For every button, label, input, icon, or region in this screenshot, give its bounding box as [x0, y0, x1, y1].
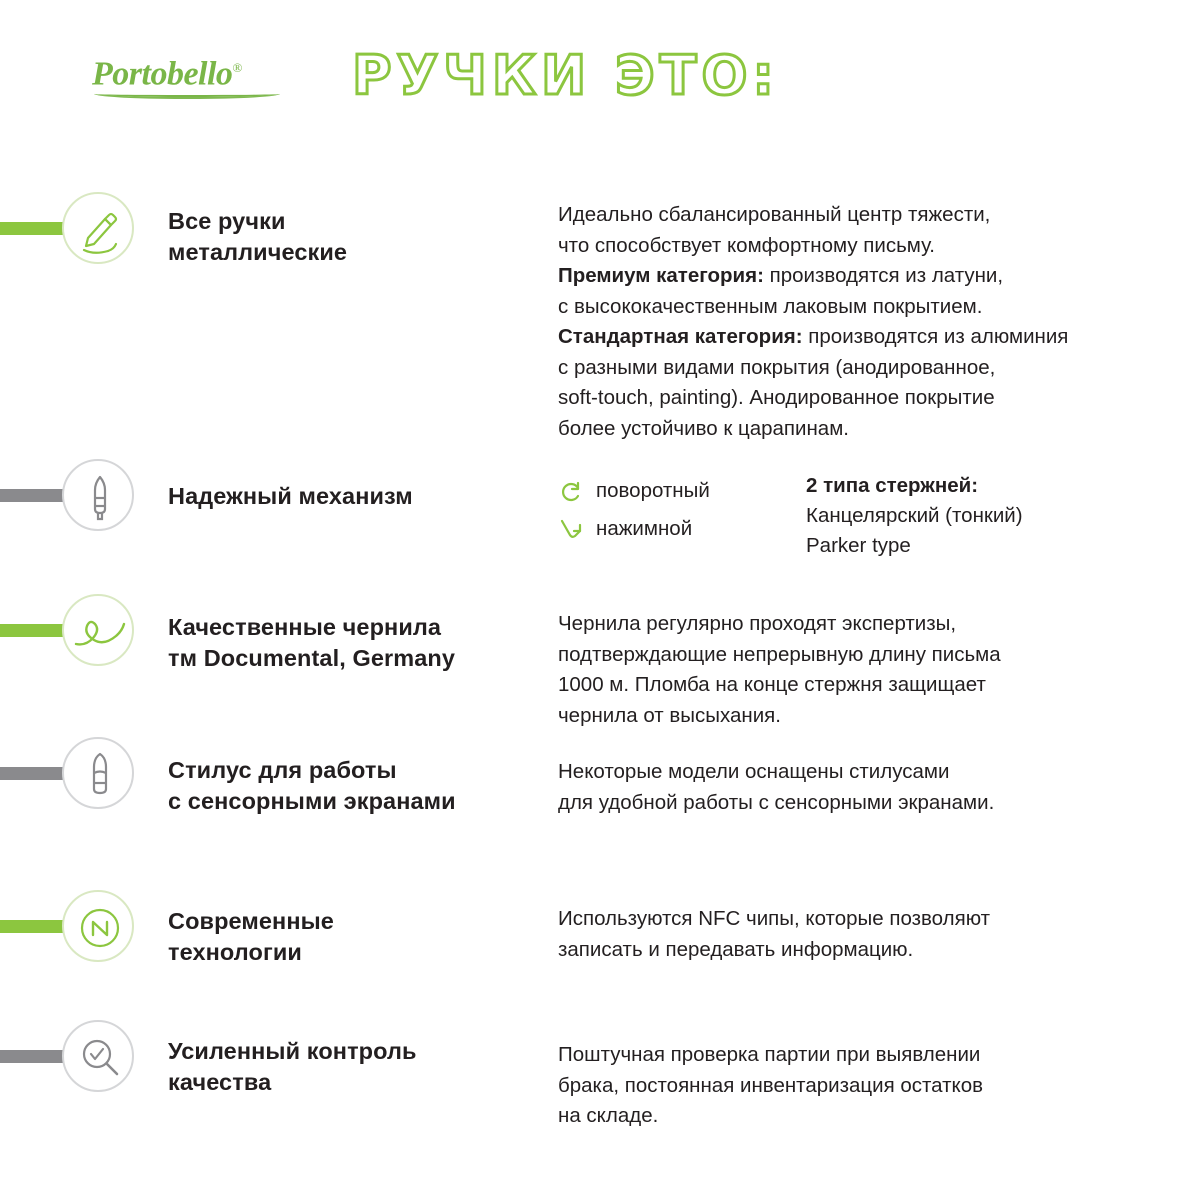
badge-ink-scribble	[62, 594, 134, 666]
badge-stylus	[62, 737, 134, 809]
pen-writing-icon	[64, 194, 136, 266]
logo-text: Portobello	[92, 55, 233, 93]
refill-types	[806, 471, 1023, 561]
section-title: Все ручки металлические	[168, 208, 348, 265]
press-arrow-icon	[558, 517, 584, 543]
ink-scribble-icon	[64, 596, 136, 668]
registered-mark: ®	[232, 60, 242, 75]
badge-magnifier-check	[62, 1020, 134, 1092]
section-body: Поштучная проверка партии при выявлении брака, постоянная инвентаризация остатков на складе.	[558, 1043, 984, 1127]
mechanism-option-label: нажимной	[596, 517, 693, 540]
section-body: Идеально сбалансированный центр тяжести, что способствует комфортному письму. Премиум категория: производятся из латуни, с высококачественным лаковым покрытием. Стандартная категория: производятся из алюминия с разными видами покрытия (анодированное, soft-touch, painting). Анодированное покрытие более устойчиво к царапинам.	[558, 203, 1069, 440]
section-title: Качественные чернила тм Documental, Germany	[168, 614, 456, 671]
rotate-icon	[558, 479, 584, 505]
page-title: РУЧКИ ЭТО:	[352, 44, 779, 107]
nfc-icon	[64, 892, 136, 964]
stylus-icon	[64, 739, 136, 811]
refill-item: Канцелярский (тонкий)	[806, 504, 1023, 527]
section-body: Чернила регулярно проходят экспертизы, подтверждающие непрерывную длину письма 1000 м. Пломба на конце стержня защищает чернила от высыхания.	[558, 612, 1001, 727]
section-body: Некоторые модели оснащены стилусами для удобной работы с сенсорными экранами.	[558, 760, 995, 814]
section-title: Современные технологии	[168, 908, 334, 965]
logo-swash	[94, 91, 280, 97]
pen-tip-icon	[64, 461, 136, 533]
magnifier-check-icon	[64, 1022, 136, 1094]
refill-item: Parker type	[806, 534, 911, 557]
mechanism-option-label: поворотный	[596, 479, 710, 502]
section-title: Стилус для работы с сенсорными экранами	[168, 757, 456, 814]
section-title: Усиленный контроль качества	[168, 1038, 417, 1095]
badge-pen-writing	[62, 192, 134, 264]
badge-nfc	[62, 890, 134, 962]
badge-pen-tip	[62, 459, 134, 531]
logo-wordmark	[92, 50, 292, 92]
section-title: Надежный механизм	[168, 483, 413, 509]
portobello-logo	[92, 50, 292, 106]
page-header	[0, 36, 1200, 126]
refill-types-title: 2 типа стержней:	[806, 474, 979, 497]
section-body: Используются NFC чипы, которые позволяют записать и передавать информацию.	[558, 907, 991, 961]
